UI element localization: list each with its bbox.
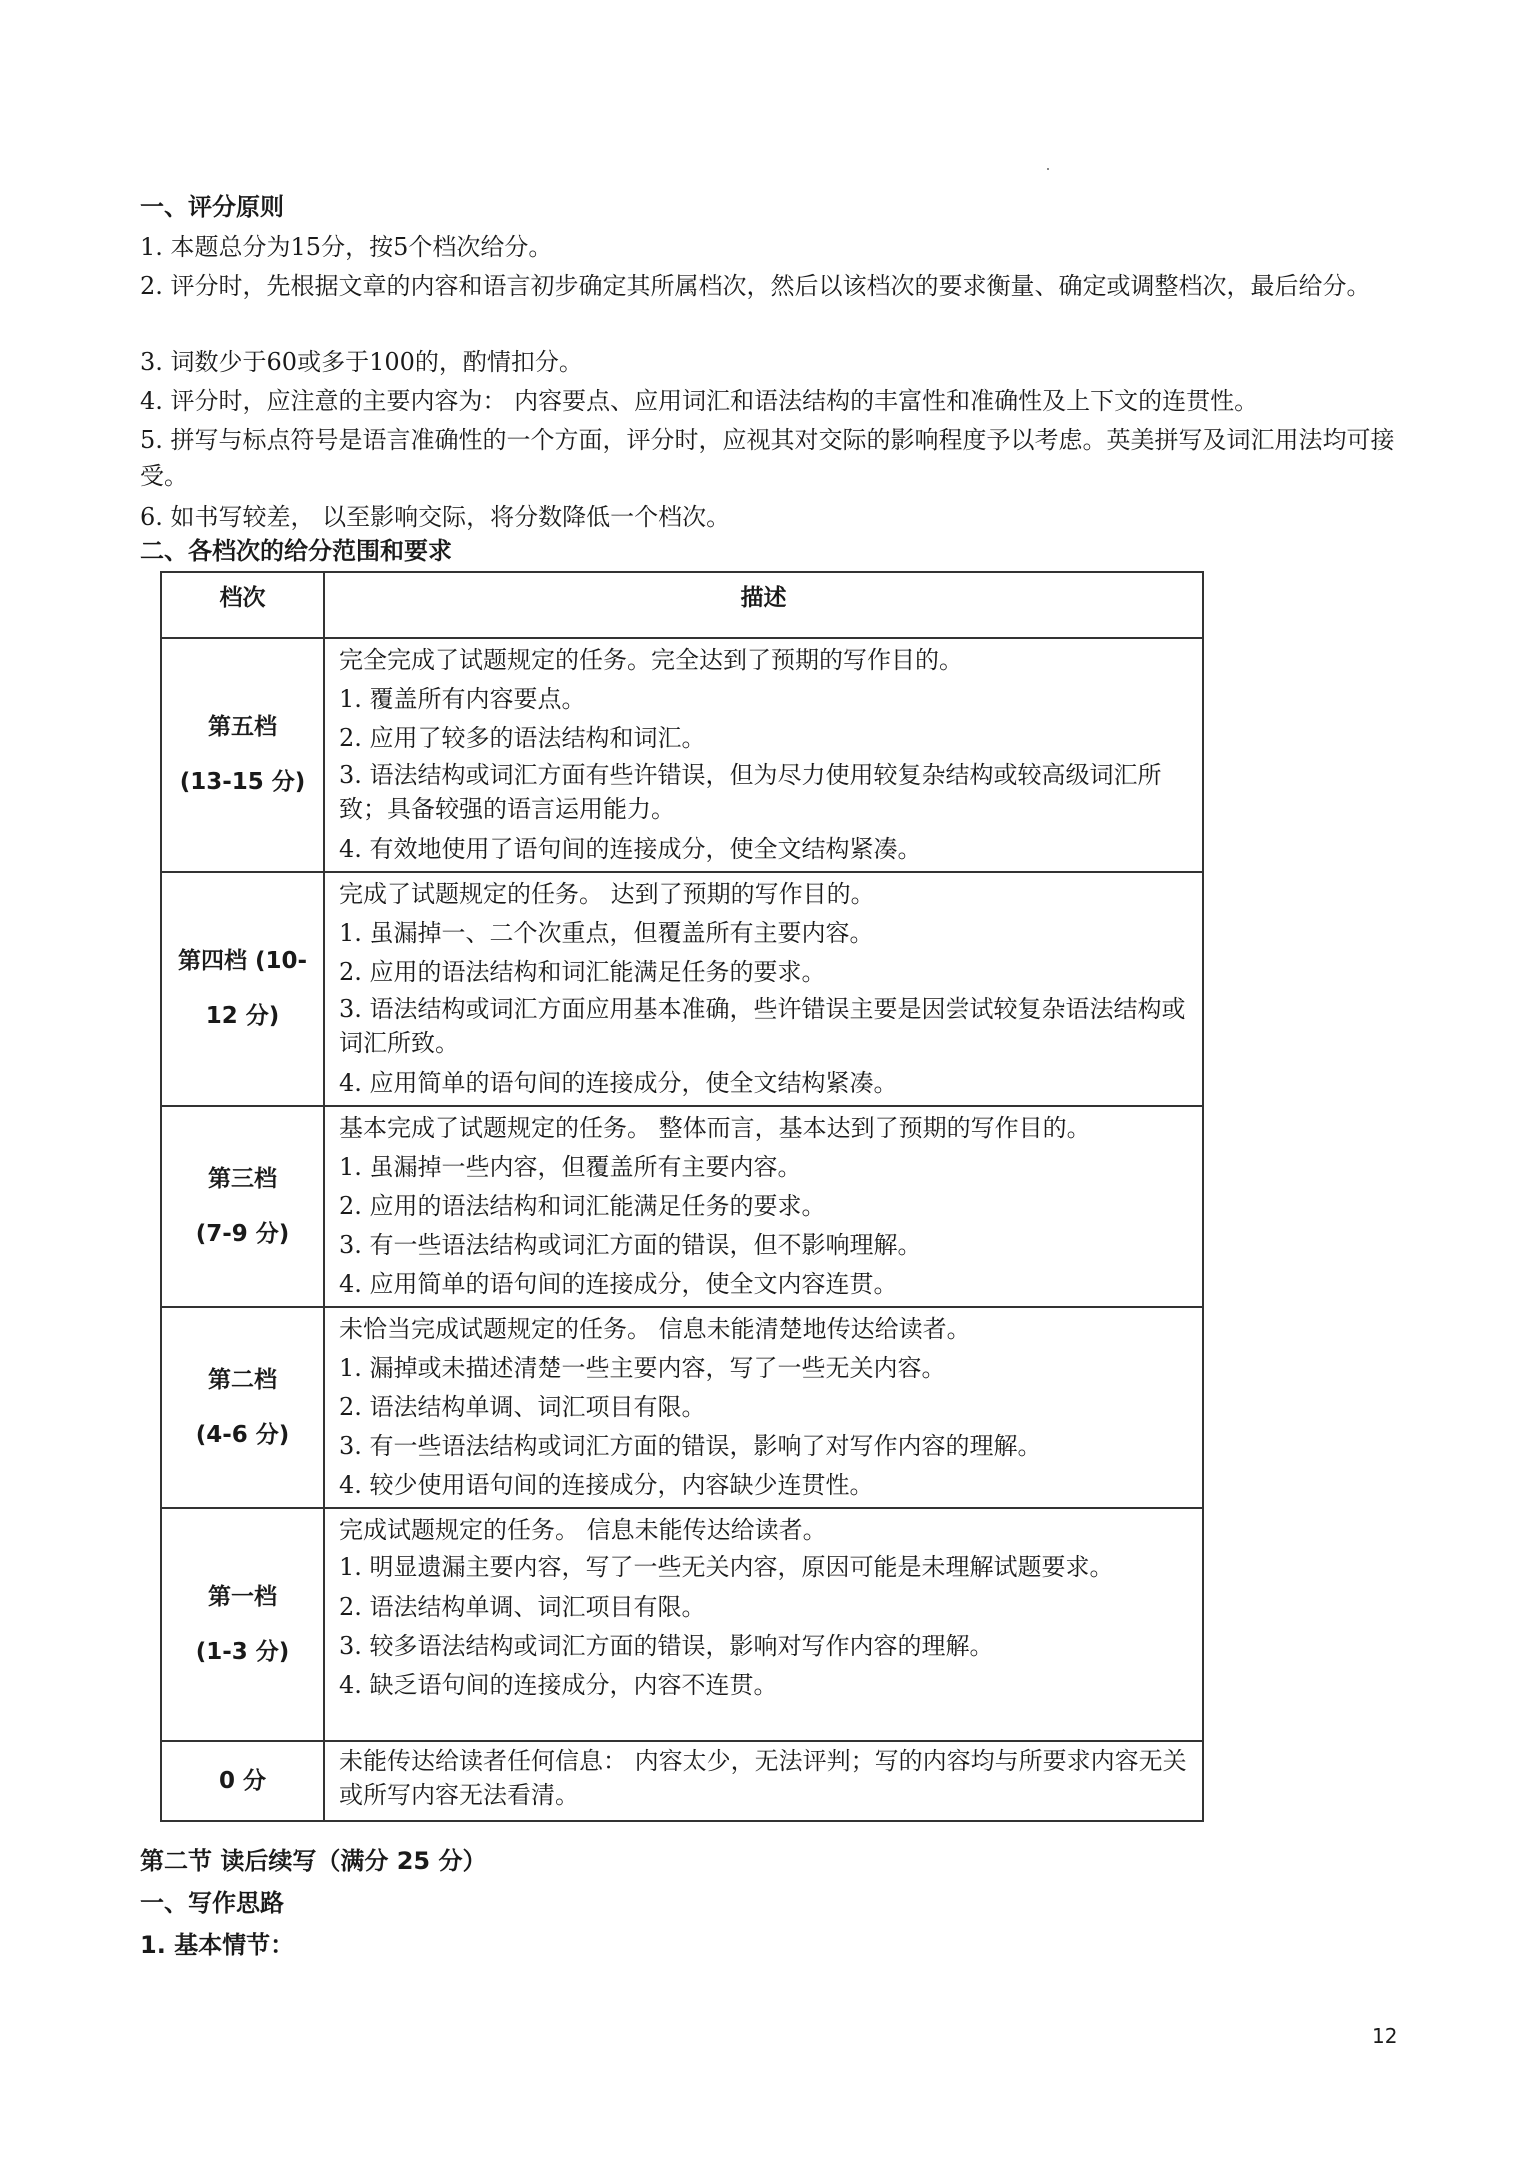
table-row — [161, 1307, 1203, 1508]
section1-heading: 一、评分原则 — [140, 193, 284, 221]
level-name: 第四档 (10- — [177, 948, 308, 974]
description-line: 1. 漏掉或未描述清楚一些主要内容，写了一些无关内容。 — [339, 1354, 946, 1382]
rule-5: 5. 拼写与标点符号是语言准确性的一个方面，评分时，应视其对交际的影响程度予以考虑。英美拼写及词汇用法均可接受。 — [140, 426, 1395, 490]
level-range: (4-6 分) — [195, 1421, 290, 1448]
description-line: 3. 语法结构或词汇方面应用基本准确，些许错误主要是因尝试较复杂语法结构或词汇所致。 — [339, 995, 1186, 1057]
level-cell — [161, 1508, 324, 1741]
grading-table — [160, 571, 1204, 1822]
rule-1: 1. 本题总分为15分，按5个档次给分。 — [140, 233, 553, 261]
level-range: (7-9 分) — [195, 1220, 290, 1247]
description-line: 完全完成了试题规定的任务。完全达到了预期的写作目的。 — [339, 646, 963, 674]
level-cell — [161, 872, 324, 1106]
description-cell — [324, 872, 1203, 1106]
description-line: 2. 应用的语法结构和词汇能满足任务的要求。 — [339, 958, 826, 986]
description-line: 1. 虽漏掉一、二个次重点，但覆盖所有主要内容。 — [339, 919, 874, 947]
page-number: 12 — [1372, 2024, 1398, 2048]
description-line: 未能传达给读者任何信息： 内容太少，无法评判；写的内容均与所要求内容无关或所写内容无法看清。 — [339, 1747, 1187, 1809]
description-line: 2. 应用的语法结构和词汇能满足任务的要求。 — [339, 1192, 826, 1220]
rule-4: 4. 评分时，应注意的主要内容为： 内容要点、应用词汇和语法结构的丰富性和准确性及上下文的连贯性。 — [140, 387, 1259, 415]
description-line: 4. 应用简单的语句间的连接成分，使全文内容连贯。 — [339, 1270, 898, 1298]
level-name: 第三档 — [208, 1165, 277, 1192]
level-range: 12 分) — [205, 1003, 280, 1029]
scan-speck — [1047, 168, 1049, 170]
level-name: 第一档 — [208, 1583, 277, 1610]
description-line: 2. 语法结构单调、词汇项目有限。 — [339, 1593, 706, 1621]
table-row — [161, 1106, 1203, 1307]
level-range: (1-3 分) — [195, 1638, 290, 1665]
level-range: (13-15 分) — [179, 769, 306, 795]
rule-6: 6. 如书写较差， 以至影响交际，将分数降低一个档次。 — [140, 503, 731, 531]
table-header-row — [161, 572, 1203, 638]
description-line: 4. 缺乏语句间的连接成分，内容不连贯。 — [339, 1671, 778, 1699]
part2-heading: 第二节 读后续写（满分 25 分） — [140, 1847, 487, 1875]
level-name: 0 分 — [218, 1767, 266, 1794]
basic-plot-heading: 1. 基本情节： — [140, 1931, 295, 1959]
description-line: 3. 有一些语法结构或词汇方面的错误，影响了对写作内容的理解。 — [339, 1432, 1042, 1460]
description-line: 1. 虽漏掉一些内容，但覆盖所有主要内容。 — [339, 1153, 802, 1181]
level-cell — [161, 1307, 324, 1508]
rule-2: 2. 评分时，先根据文章的内容和语言初步确定其所属档次，然后以该档次的要求衡量、确定或调整档次，最后给分。 — [140, 272, 1371, 300]
rule-3: 3. 词数少于60或多于100的，酌情扣分。 — [140, 348, 583, 376]
description-cell — [324, 1741, 1203, 1821]
description-line: 2. 语法结构单调、词汇项目有限。 — [339, 1393, 706, 1421]
description-line: 基本完成了试题规定的任务。 整体而言，基本达到了预期的写作目的。 — [339, 1114, 1091, 1142]
description-line: 未恰当完成试题规定的任务。 信息未能清楚地传达给读者。 — [339, 1315, 971, 1343]
level-cell — [161, 1741, 324, 1821]
table-row — [161, 1741, 1203, 1821]
level-cell — [161, 638, 324, 872]
description-cell — [324, 638, 1203, 872]
level-name: 第五档 — [208, 714, 277, 740]
description-line: 3. 较多语法结构或词汇方面的错误，影响对写作内容的理解。 — [339, 1632, 994, 1660]
header-level: 档次 — [161, 572, 324, 638]
description-line: 1. 覆盖所有内容要点。 — [339, 685, 586, 713]
table-row — [161, 872, 1203, 1106]
description-line: 4. 有效地使用了语句间的连接成分，使全文结构紧凑。 — [339, 835, 922, 863]
description-cell — [324, 1106, 1203, 1307]
writing-idea-heading: 一、写作思路 — [140, 1889, 284, 1917]
description-cell — [324, 1508, 1203, 1741]
description-line: 3. 有一些语法结构或词汇方面的错误，但不影响理解。 — [339, 1231, 922, 1259]
description-line: 完成试题规定的任务。 信息未能传达给读者。 — [339, 1516, 827, 1544]
section2-heading: 二、各档次的给分范围和要求 — [140, 537, 452, 565]
description-line: 4. 较少使用语句间的连接成分，内容缺少连贯性。 — [339, 1471, 874, 1499]
table-row — [161, 1508, 1203, 1741]
description-line: 4. 应用简单的语句间的连接成分，使全文结构紧凑。 — [339, 1069, 898, 1097]
header-description: 描述 — [324, 572, 1203, 638]
table-row — [161, 638, 1203, 872]
description-cell — [324, 1307, 1203, 1508]
level-cell — [161, 1106, 324, 1307]
description-line: 3. 语法结构或词汇方面有些许错误，但为尽力使用较复杂结构或较高级词汇所致；具备较强的语言运用能力。 — [339, 761, 1162, 823]
description-line: 完成了试题规定的任务。 达到了预期的写作目的。 — [339, 880, 875, 908]
level-name: 第二档 — [208, 1366, 277, 1393]
description-line: 1. 明显遗漏主要内容，写了一些无关内容，原因可能是未理解试题要求。 — [339, 1553, 1114, 1581]
description-line: 2. 应用了较多的语法结构和词汇。 — [339, 724, 706, 752]
